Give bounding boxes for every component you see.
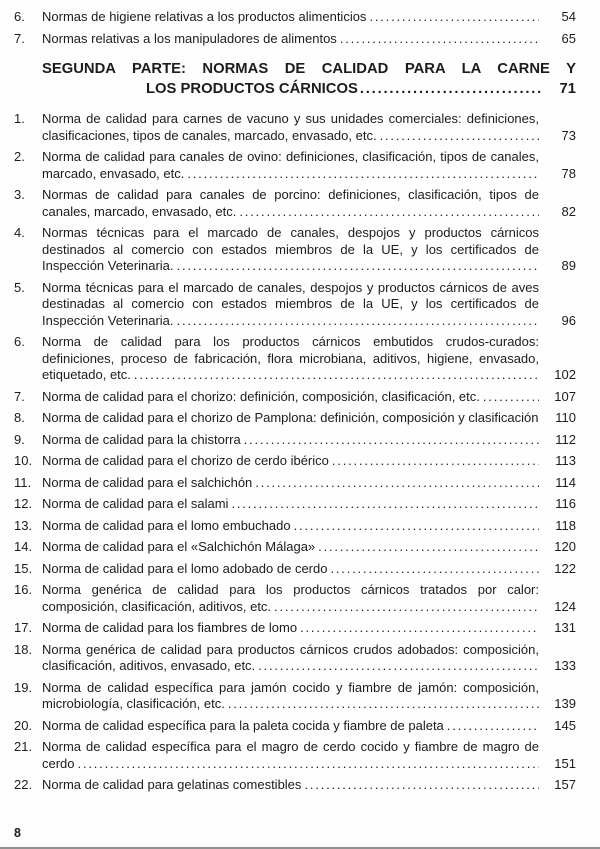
entry-number: 7. <box>14 30 25 46</box>
entry-page-number: 145 <box>554 717 576 733</box>
entry-title: Norma de calidad para el lomo embuchado ..... <box>42 518 539 535</box>
entry-title: Norma de calidad para el chorizo de Pamplona: definición, composición y clasificación ..... <box>42 410 539 427</box>
entry-number: 9. <box>14 431 25 447</box>
entry-number: 3. <box>14 187 25 202</box>
toc-entry <box>14 680 576 713</box>
section-heading-line2: LOS PRODUCTOS CÁRNICOS <box>146 80 358 97</box>
entry-number: 4. <box>14 225 25 240</box>
heading-dot-leader <box>360 80 543 100</box>
entry-page-number: 110 <box>555 410 576 425</box>
entry-number: 1. <box>14 111 25 126</box>
entry-page-number: 131 <box>554 620 576 635</box>
entry-page-number: 151 <box>554 755 576 771</box>
toc-entry <box>14 280 576 330</box>
toc-entry <box>14 453 576 470</box>
toc-entry <box>14 225 576 275</box>
toc-entry <box>14 432 576 449</box>
entry-title: Norma técnicas para el marcado de canales, despojos y productos cárnicos de aves destinadas al comercio con estados miembros de la UE, y los certificados de Inspección Veterinaria. ..... <box>42 280 539 330</box>
entry-page-number: 112 <box>555 431 576 447</box>
entry-number: 16. <box>14 582 33 597</box>
toc-entry <box>14 739 576 772</box>
entry-number: 19. <box>14 679 33 695</box>
entry-page-number: 107 <box>554 388 576 404</box>
entry-page-number: 65 <box>561 30 576 46</box>
entry-number: 6. <box>14 9 25 24</box>
toc-entries <box>14 111 576 794</box>
footer-page-number: 8 <box>14 826 21 840</box>
entry-title: Norma de calidad para canales de ovino: definiciones, clasificación, tipos de canales, marcado, envasado, etc. ..... <box>42 149 539 182</box>
entry-number: 20. <box>14 717 33 733</box>
entry-page-number: 89 <box>561 258 576 273</box>
entry-number: 17. <box>14 620 33 635</box>
entry-title: Norma de calidad para la chistorra ..... <box>42 432 539 449</box>
entry-number: 14. <box>14 539 33 554</box>
entry-title: Normas de calidad para canales de porcino: definiciones, clasificación, tipos de canales, marcado, envasado, etc. ..... <box>42 187 539 220</box>
entry-number: 6. <box>14 334 25 349</box>
toc-entry <box>14 334 576 384</box>
entry-page-number: 102 <box>554 367 576 382</box>
entry-number: 11. <box>14 474 32 490</box>
entry-number: 12. <box>14 496 33 511</box>
entry-number: 21. <box>14 739 33 754</box>
entry-title: Norma genérica de calidad para productos cárnicos crudos adobados: composición, clasificación, aditivos, envasado, etc. ..... <box>42 642 539 675</box>
section-heading <box>42 60 576 99</box>
entry-number: 22. <box>14 777 33 792</box>
entry-number: 13. <box>14 517 33 533</box>
entry-page-number: 82 <box>561 203 576 219</box>
section-heading-page-number: 71 <box>559 80 576 97</box>
entry-page-number: 120 <box>554 539 576 554</box>
toc-entry <box>14 111 576 144</box>
toc-top-entries <box>14 9 576 47</box>
toc-entry <box>14 582 576 615</box>
entry-title: Norma de calidad para el «Salchichón Málaga» ..... <box>42 539 539 556</box>
entry-title: Normas de higiene relativas a los productos alimenticios ..... <box>42 9 539 26</box>
toc-entry <box>14 561 576 578</box>
entry-number: 2. <box>14 149 25 164</box>
toc-entry <box>14 642 576 675</box>
toc-entry <box>14 31 576 48</box>
toc-entry <box>14 389 576 406</box>
entry-page-number: 157 <box>554 777 576 792</box>
toc-entry <box>14 496 576 513</box>
entry-page-number: 124 <box>554 598 576 614</box>
entry-title: Norma de calidad específica para la paleta cocida y fiambre de paleta ..... <box>42 718 539 735</box>
entry-page-number: 139 <box>554 696 576 711</box>
entry-title: Norma de calidad para el lomo adobado de cerdo ..... <box>42 561 539 578</box>
entry-number: 15. <box>14 560 33 576</box>
entry-number: 7. <box>14 388 25 404</box>
toc-entry <box>14 9 576 26</box>
entry-title: Norma de calidad específica para el magro de cerdo cocido y fiambre de magro de cerdo ..... <box>42 739 539 772</box>
toc-entry <box>14 718 576 735</box>
entry-page-number: 73 <box>561 127 576 143</box>
entry-page-number: 133 <box>554 658 576 673</box>
toc-entry <box>14 539 576 556</box>
entry-page-number: 122 <box>554 560 576 576</box>
entry-page-number: 54 <box>561 9 576 24</box>
toc-entry <box>14 620 576 637</box>
entry-title: Norma de calidad para los fiambres de lomo ..... <box>42 620 539 637</box>
toc-entry <box>14 518 576 535</box>
section-heading-line2-row <box>42 80 576 100</box>
entry-page-number: 114 <box>555 474 576 490</box>
entry-page-number: 96 <box>561 312 576 328</box>
page-footer <box>14 826 21 840</box>
entry-title: Norma de calidad para los productos cárnicos embutidos crudos-curados: definiciones, proceso de fabricación, flora microbiana, aditivos, higiene, envasado, etiquetado, etc. ..... <box>42 334 539 384</box>
entry-page-number: 113 <box>555 453 576 468</box>
entry-title: Norma de calidad para el chorizo: definición, composición, clasificación, etc. ..... <box>42 389 539 406</box>
entry-number: 5. <box>14 279 25 295</box>
toc-entry <box>14 410 576 427</box>
toc-entry <box>14 187 576 220</box>
entry-title: Normas técnicas para el marcado de canales, despojos y productos cárnicos destinados al comercio con estados miembros de la UE, y los certificados de Inspección Veterinaria. ..... <box>42 225 539 275</box>
entry-number: 8. <box>14 410 25 425</box>
toc-entry <box>14 475 576 492</box>
entry-page-number: 78 <box>561 165 576 181</box>
entry-title: Normas relativas a los manipuladores de alimentos ..... <box>42 31 539 48</box>
entry-number: 18. <box>14 641 33 657</box>
entry-title: Norma de calidad para carnes de vacuno y sus unidades comerciales: definiciones, clasificaciones, tipos de canales, marcado, envasado, etc. ..... <box>42 111 539 144</box>
entry-title: Norma de calidad para el chorizo de cerdo ibérico ..... <box>42 453 539 470</box>
entry-title: Norma de calidad para el salchichón ..... <box>42 475 539 492</box>
section-heading-line1: SEGUNDA PARTE: NORMAS DE CALIDAD PARA LA CARNE Y <box>42 61 576 77</box>
entry-number: 10. <box>14 453 33 468</box>
entry-title: Norma de calidad para el salami ..... <box>42 496 539 513</box>
entry-title: Norma de calidad específica para jamón cocido y fiambre de jamón: composición, microbiología, clasificación, etc. ..... <box>42 680 539 713</box>
entry-page-number: 118 <box>555 517 576 533</box>
entry-page-number: 116 <box>555 496 576 511</box>
entry-title: Norma de calidad para gelatinas comestibles ..... <box>42 777 539 794</box>
entry-title: Norma genérica de calidad para los productos cárnicos tratados por calor: composición, clasificación, aditivos, etc. ..... <box>42 582 539 615</box>
toc-entry <box>14 149 576 182</box>
toc-entry <box>14 777 576 794</box>
